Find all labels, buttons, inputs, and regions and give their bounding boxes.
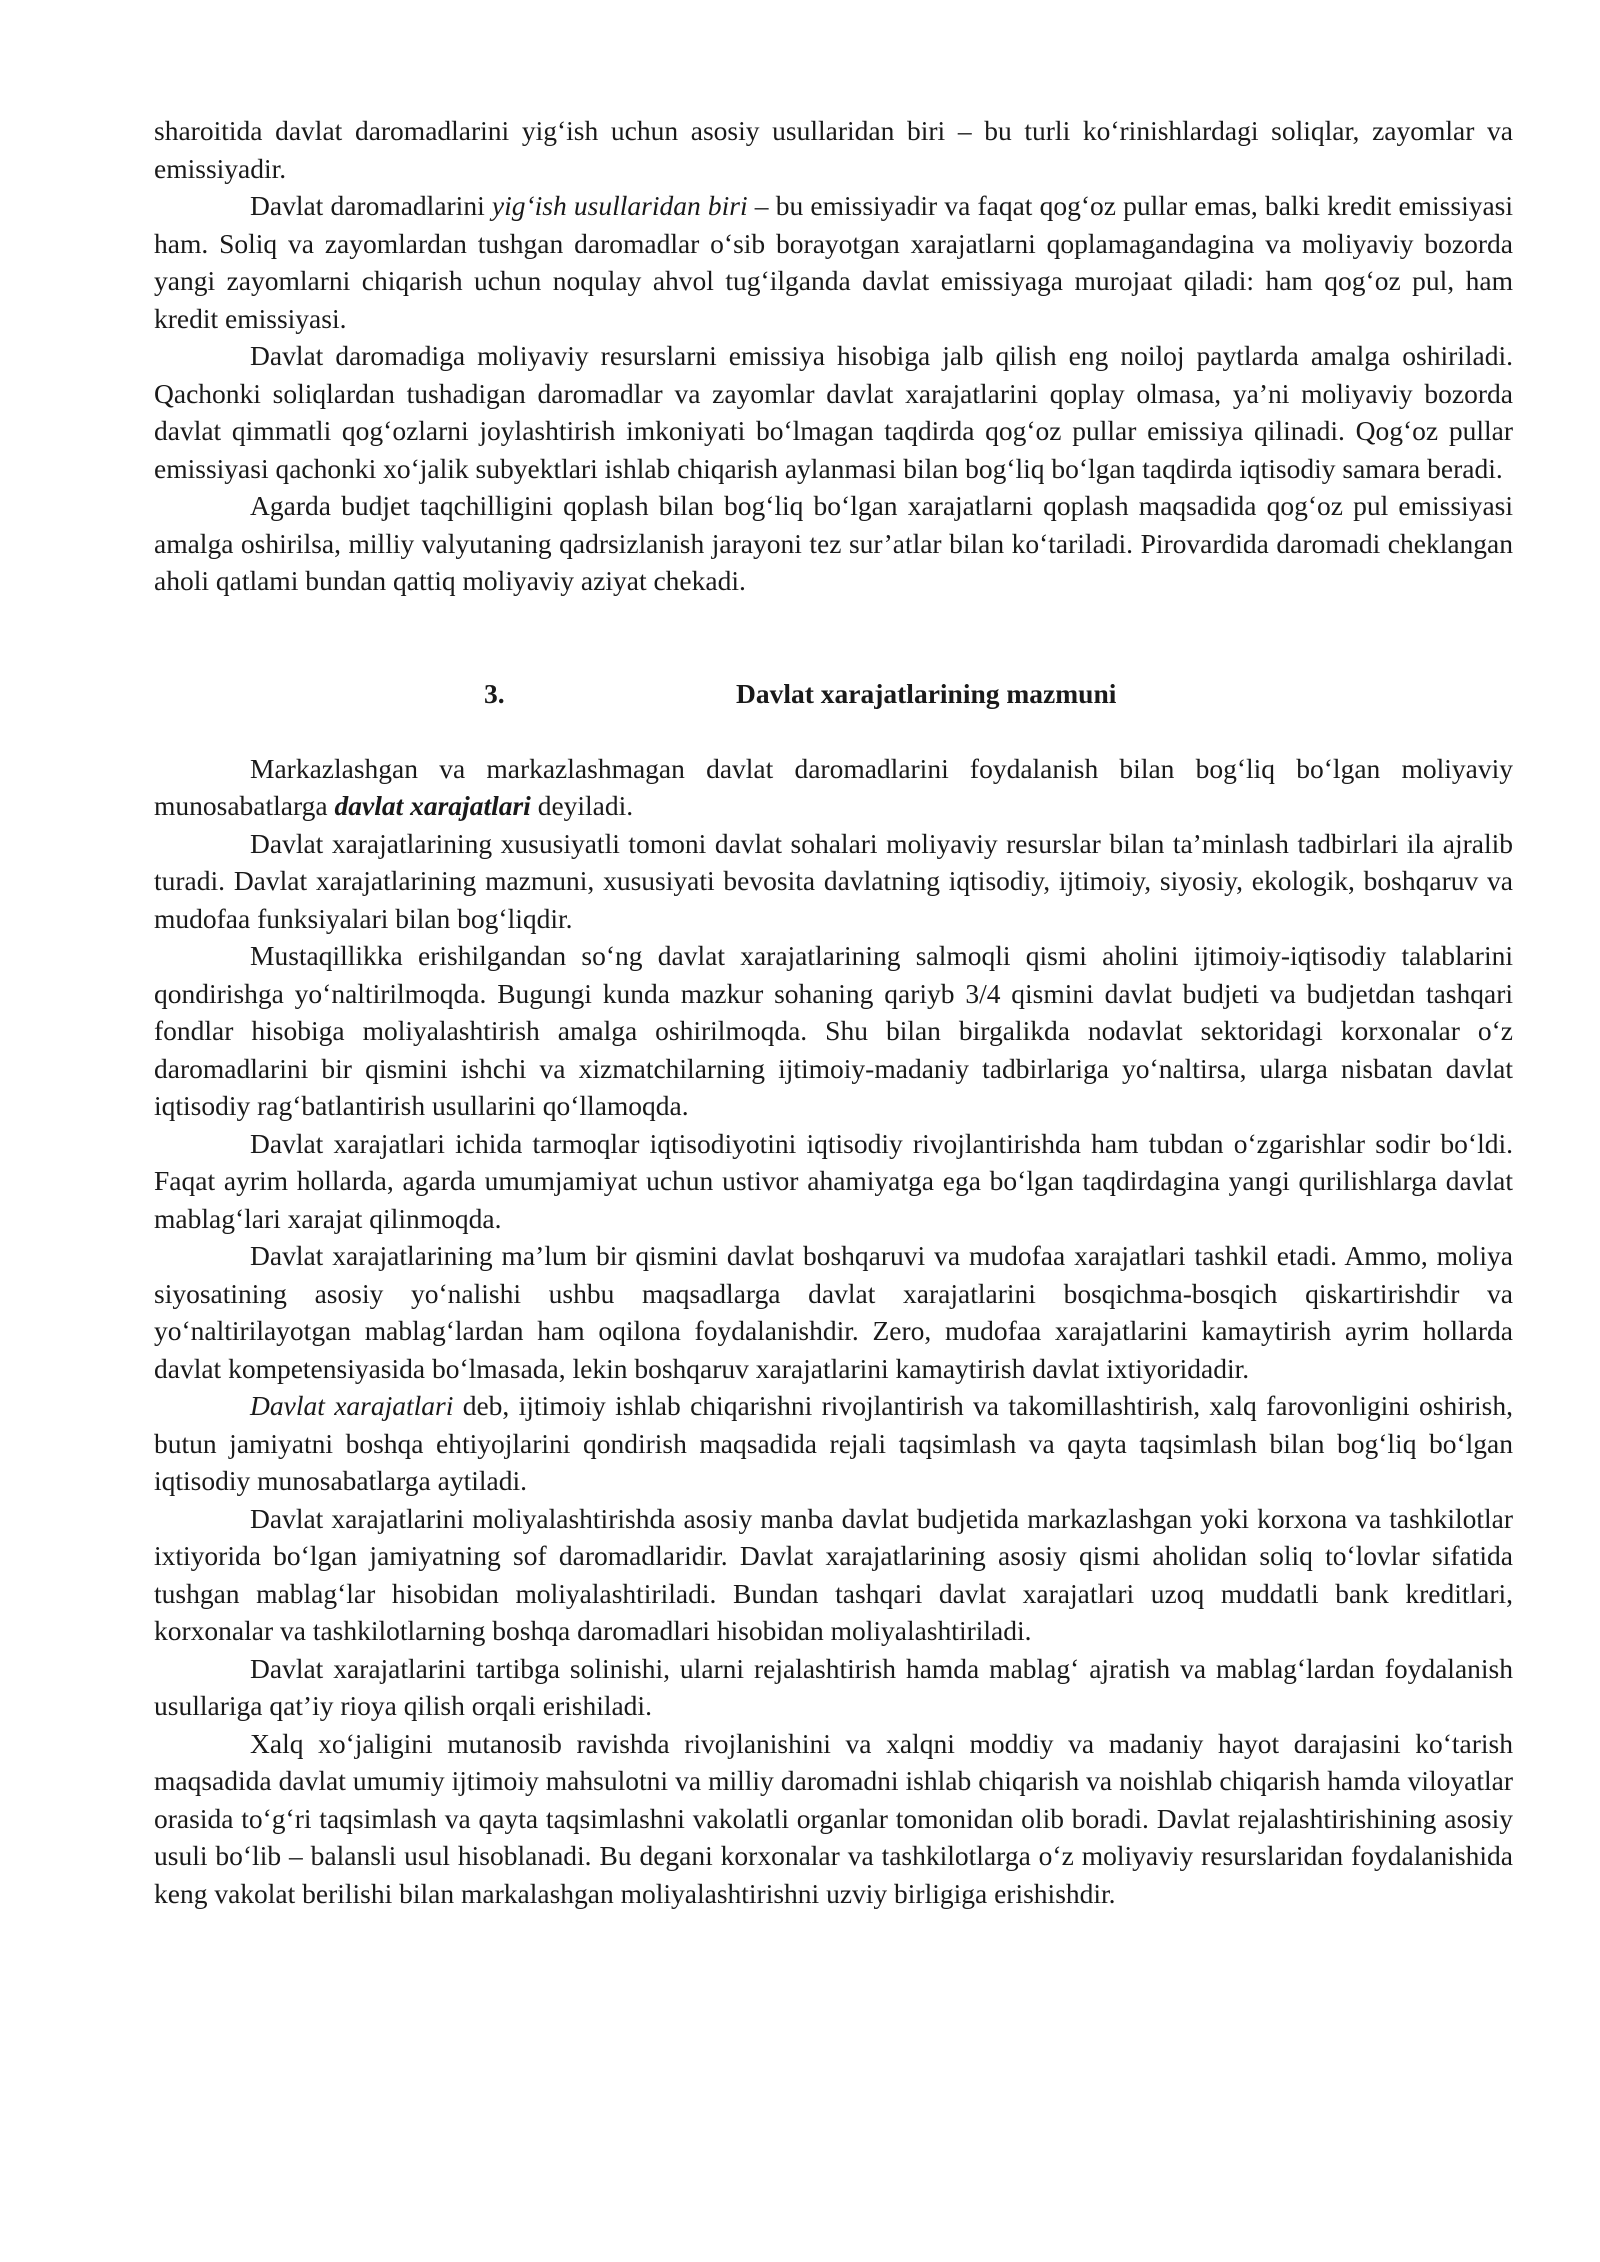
paragraph-text: Davlat daromadlarini (250, 190, 492, 221)
emphasized-text: davlat xarajatlari (334, 790, 531, 821)
paragraph (154, 825, 1513, 938)
paragraph-text: Davlat daromadiga moliyaviy resurslarni emissiya hisobiga jalb qilish eng noiloj paytlarda amalga oshiriladi. Qachonki soliqlardan tushadigan daromadlar va zayomlar davlat xarajatlarini qoplay olmasa, ya’ni moliyaviy bozorda davlat qimmatli qog‘ozlarni joylashtirish imkoniyati bo‘lmagan taqdirda qog‘oz pullar emissiya qilinadi. Qog‘oz pullar emissiyasi qachonki xo‘jalik subyektlari ishlab chiqarish aylanmasi bilan bog‘liq bo‘lgan taqdirda iqtisodiy samara beradi. (154, 340, 1513, 484)
paragraph-text: Agarda budjet taqchilligini qoplash bilan bog‘liq bo‘lgan xarajatlarni qoplash maqsadida qog‘oz pul emissiyasi amalga oshirilsa, milliy valyutaning qadrsizlanish jarayoni tez sur’atlar bilan ko‘tariladi. Pirovardida daromadi cheklangan aholi qatlami bundan qattiq moliyaviy aziyat chekadi. (154, 490, 1513, 596)
paragraph (154, 937, 1513, 1125)
paragraphs-after (154, 750, 1513, 1913)
paragraph-text: Davlat xarajatlarini tartibga solinishi, ularni rejalashtirish hamda mablag‘ ajratish va mablag‘lardan foydalanish usullariga qat’iy rioya qilish orqali erishiladi. (154, 1652, 1513, 1721)
paragraph-text: Mustaqillikka erishilgandan so‘ng davlat xarajatlarining salmoqli qismi aholini ijtimoiy-iqtisodiy talablarini qondirishga yo‘naltirilmoqda. Bugungi kunda mazkur sohaning qariyb 3/4 qismini davlat budjeti va budjetdan tashqari fondlar hisobiga moliyalashtirish amalga oshirilmoqda. Shu bilan birgalikda nodavlat sektoridagi korxonalar o‘z daromadlarini bir qismini ishchi va xizmatchilarning ijtimoiy-madaniy tadbirlariga yo‘naltirsa, ularga nisbatan davlat iqtisodiy rag‘batlantirish usullarini qo‘llamoqda. (154, 940, 1513, 1121)
paragraph (154, 1650, 1513, 1725)
paragraph (154, 487, 1513, 600)
spacer (154, 712, 1513, 750)
paragraph-text: deyiladi. (530, 790, 634, 821)
section-title: Davlat xarajatlarining mazmuni (736, 677, 1117, 709)
paragraph (154, 112, 1513, 187)
paragraph (154, 1725, 1513, 1913)
paragraph-text: Davlat xarajatlarini moliyalashtirishda asosiy manba davlat budjetida markazlashgan yoki korxona va tashkilotlar ixtiyorida bo‘lgan jamiyatning sof daromadlaridir. Davlat xarajatlarining asosiy qismi aholidan soliq to‘lovlar sifatida tushgan mablag‘lar hisobidan moliyalashtiriladi. Bundan tashqari davlat xarajatlari uzoq muddatli bank kreditlari, korxonalar va tashkilotlarning boshqa daromadlari hisobidan moliyalashtiriladi. (154, 1502, 1513, 1646)
paragraphs-before (154, 112, 1513, 600)
document-page (154, 112, 1513, 1912)
paragraph-text: Davlat xarajatlarining ma’lum bir qismini davlat boshqaruvi va mudofaa xarajatlari tashkil etadi. Ammo, moliya siyosatining asosiy yo‘nalishi ushbu maqsadlarga davlat xarajatlarini bosqichma-bosqich qiskartirishdir va yo‘naltirilayotgan mablag‘lardan ham oqilona foydalanishdir. Zero, mudofaa xarajatlarini kamaytirish ayrim hollarda davlat kompetensiyasida bo‘lmasada, lekin boshqaruv xarajatlarini kamaytirish davlat ixtiyoridadir. (154, 1240, 1513, 1384)
paragraph-text: deb, ijtimoiy ishlab chiqarishni rivojlantirish va takomillashtirish, xalq farovonligini oshirish, butun jamiyatni boshqa ehtiyojlarini qondirish maqsadida rejali taqsimlash va qayta taqsimlash bilan bog‘liq bo‘lgan iqtisodiy munosabatlarga aytiladi. (154, 1390, 1513, 1496)
paragraph-text: Xalq xo‘jaligini mutanosib ravishda rivojlanishini va xalqni moddiy va madaniy hayot darajasini ko‘tarish maqsadida davlat umumiy ijtimoiy mahsulotni va milliy daromadni ishlab chiqarish va noishlab chiqarish hamda viloyatlar orasida to‘g‘ri taqsimlash va qayta taqsimlashni vakolatli organlar tomonidan olib boradi. Davlat rejalashtirishining asosiy usuli bo‘lib – balansli usul hisoblanadi. Bu degani korxonalar va tashkilotlarga o‘z moliyaviy resurslaridan foydalanishida keng vakolat berilishi bilan markalashgan moliyalashtirishni uzviy birligiga erishishdir. (154, 1727, 1513, 1909)
paragraph (154, 750, 1513, 825)
section-heading (154, 675, 1513, 713)
paragraph-text: – bu emissiyadir va faqat qog‘oz pullar emas, balki kredit emissiyasi ham. Soliq va zayomlardan tushgan daromadlar o‘sib borayotgan xarajatlarni qoplamagandagina va moliyaviy bozorda yangi zayomlarni chiqarish uchun noqulay ahvol tug‘ilganda davlat emissiyaga murojaat qiladi: ham qog‘oz pul, ham kredit emissiyasi. (154, 190, 1514, 334)
paragraph (154, 1387, 1513, 1500)
section-number: 3. (484, 677, 505, 709)
paragraph-text: sharoitida davlat daromadlarini yig‘ish uchun asosiy usullaridan biri – bu turli ko‘rinishlardagi soliqlar, zayomlar va emissiyadir. (154, 115, 1513, 184)
paragraph (154, 187, 1513, 337)
spacer (154, 600, 1513, 675)
paragraph-text: Markazlashgan va markazlashmagan davlat daromadlarini foydalanish bilan bog‘liq bo‘lgan moliyaviy munosabatlarga (154, 752, 1513, 821)
emphasized-text: Davlat xarajatlari (250, 1390, 454, 1421)
paragraph (154, 337, 1513, 487)
paragraph (154, 1237, 1513, 1387)
paragraph (154, 1125, 1513, 1238)
paragraph-text: Davlat xarajatlari ichida tarmoqlar iqtisodiyotini iqtisodiy rivojlantirishda ham tubdan o‘zgarishlar sodir bo‘ldi. Faqat ayrim hollarda, agarda umumjamiyat uchun ustivor ahamiyatga ega bo‘lgan taqdirdagina yangi qurilishlarga davlat mablag‘lari xarajat qilinmoqda. (154, 1127, 1513, 1234)
paragraph-text: Davlat xarajatlarining xususiyatli tomoni davlat sohalari moliyaviy resurslar bilan ta’minlash tadbirlari ila ajralib turadi. Davlat xarajatlarining mazmuni, xususiyati bevosita davlatning iqtisodiy, ijtimoiy, siyosiy, ekologik, boshqaruv va mudofaa funksiyalari bilan bog‘liqdir. (154, 827, 1513, 934)
paragraph (154, 1500, 1513, 1650)
emphasized-text: yig‘ish usullaridan biri (491, 190, 748, 221)
